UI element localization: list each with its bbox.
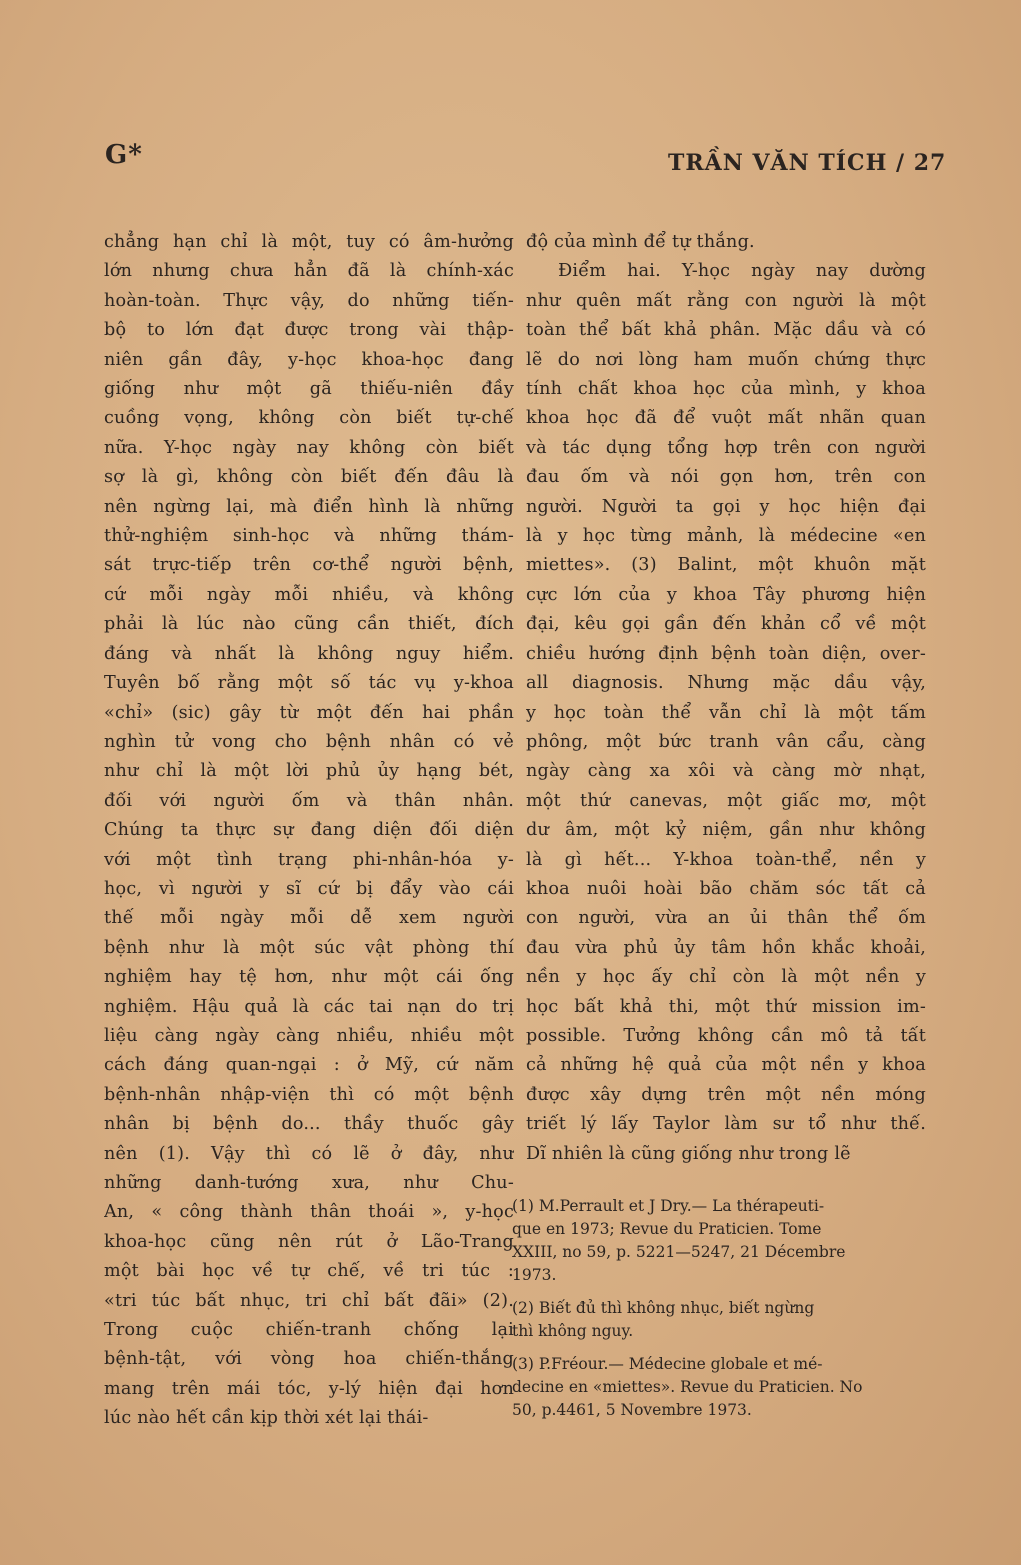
right-text-column [526,228,926,1169]
footnote-line: (2) Biết đủ thì không nhục, biết ngừng [512,1299,815,1317]
text-line: đau vừa phủ ủy tâm hồn khắc khoải, [526,937,926,958]
text-line: «chỉ» (sic) gây từ một đến hai phần [104,702,514,723]
text-line: nền y học ấy chỉ còn là một nền y [526,967,926,988]
text-line: một bài học về tự chế, về tri túc : [104,1261,514,1282]
text-line: con người, vừa an ủi thân thể ốm [526,908,926,929]
text-line: đáng và nhất là không nguy hiểm. [104,643,514,664]
text-line: như quên mất rằng con người là một [526,290,926,311]
text-line: giống như một gã thiếu-niên đầy [104,379,514,400]
text-line: dư âm, một kỷ niệm, gần như không [526,820,926,841]
footnotes [512,1195,912,1432]
text-line: thử-nghiệm sinh-học và những thám- [104,526,514,547]
text-line: chẳng hạn chỉ là một, tuy có âm-hưởng [104,232,514,252]
text-line: bệnh-nhân nhập-viện thì có một bệnh [104,1084,514,1105]
text-line: học, vì người y sĩ cứ bị đẩy vào cái [104,878,514,899]
text-line: Dĩ nhiên là cũng giống như trong lẽ [526,1143,851,1164]
footnote-line: XXIII, no 59, p. 5221—5247, 21 Décembre [512,1243,846,1261]
footnote-line: 1973. [512,1266,557,1284]
text-line: lẽ do nơi lòng ham muốn chứng thực [526,349,926,370]
running-header: TRẦN VĂN TÍCH / 27 [668,150,947,176]
text-line: nữa. Y-học ngày nay không còn biết [104,437,514,458]
text-line: nghiệm. Hậu quả là các tai nạn do trị [104,996,514,1017]
footnote-3 [512,1353,912,1422]
text-line: cả những hệ quả của một nền y khoa [526,1055,926,1076]
text-line: An, « công thành thân thoái », y-học [104,1202,514,1223]
text-line: một thứ canevas, một giấc mơ, một [526,790,926,811]
text-line: đối với người ốm và thân nhân. [104,790,514,811]
text-line: nhân bị bệnh do... thầy thuốc gây [104,1114,514,1135]
footnote-line: (3) P.Fréour.— Médecine globale et mé- [512,1355,823,1373]
text-line: all diagnosis. Nhưng mặc dầu vậy, [526,673,926,694]
text-line: bệnh như là một súc vật phòng thí [104,937,514,958]
text-line: Chúng ta thực sự đang diện đối diện [104,820,514,841]
text-line: khoa-học cũng nên rút ở Lão-Trang [104,1231,514,1252]
text-line: cách đáng quan-ngại : ở Mỹ, cứ năm [104,1055,514,1076]
text-line: với một tình trạng phi-nhân-hóa y- [104,849,514,870]
footnote-line: (1) M.Perrault et J Dry.— La thérapeuti- [512,1197,825,1215]
text-line: học bất khả thi, một thứ mission im- [526,996,926,1017]
footnote-2 [512,1297,912,1343]
footnote-line: que en 1973; Revue du Praticien. Tome [512,1220,822,1238]
text-line: sát trực-tiếp trên cơ-thể người bệnh, [104,555,514,576]
text-line: khoa nuôi hoài bão chăm sóc tất cả [526,878,926,899]
text-line: khoa học đã để vuột mất nhãn quan [526,408,926,429]
footnote-1 [512,1195,912,1287]
footnote-line: decine en «miettes». Revue du Praticien. No [512,1378,863,1396]
text-line: độ của mình để tự thắng. [526,232,755,252]
footnote-line: 50, p.4461, 5 Novembre 1973. [512,1401,752,1419]
text-line: người. Người ta gọi y học hiện đại [526,496,926,517]
text-line: cực lớn của y khoa Tây phương hiện [526,584,926,605]
text-line: là y học từng mảnh, là médecine «en [526,526,926,547]
signature-mark: G* [105,140,143,170]
text-line: chiều hướng định bệnh toàn diện, over- [526,643,926,664]
text-line: lớn nhưng chưa hẳn đã là chính-xác [104,261,514,282]
text-line: mang trên mái tóc, y-lý hiện đại hơn [104,1378,514,1399]
text-line: cuồng vọng, không còn biết tự-chế [104,408,514,429]
text-line: nghiệm hay tệ hơn, như một cái ống [104,967,514,988]
text-line: những danh-tướng xưa, như Chu- [104,1173,514,1193]
text-line: nghìn tử vong cho bệnh nhân có vẻ [104,731,514,752]
text-line: và tác dụng tổng hợp trên con người [526,437,926,458]
text-line: nên ngừng lại, mà điển hình là những [104,496,514,517]
text-line: ngày càng xa xôi và càng mờ nhạt, [526,761,926,782]
text-line: thế mỗi ngày mỗi dễ xem người [104,908,514,929]
text-line: Tuyên bố rằng một số tác vụ y-khoa [104,673,514,694]
text-line: y học toàn thể vẫn chỉ là một tấm [526,702,926,723]
text-line: bệnh-tật, với vòng hoa chiến-thắng [104,1349,514,1370]
text-line: phải là lúc nào cũng cần thiết, đích [104,614,514,635]
text-line: tính chất khoa học của mình, y khoa [526,379,926,400]
text-line: possible. Tưởng không cần mô tả tất [526,1025,926,1046]
text-line: bộ to lớn đạt được trong vài thập- [104,320,514,341]
left-text-column [104,228,514,1434]
text-line: liệu càng ngày càng nhiều, nhiều một [104,1025,514,1046]
text-line: miettes». (3) Balint, một khuôn mặt [526,555,926,576]
text-line: cứ mỗi ngày mỗi nhiều, và không [104,584,514,605]
text-line: nên (1). Vậy thì có lẽ ở đây, như [104,1143,514,1164]
text-line: Điểm hai. Y-học ngày nay dường [558,261,926,282]
text-line: đau ốm và nói gọn hơn, trên con [526,467,926,488]
text-line: được xây dựng trên một nền móng [526,1084,926,1105]
text-line: phông, một bức tranh vân cẩu, càng [526,731,926,752]
text-line: hoàn-toàn. Thực vậy, do những tiến- [104,290,514,311]
text-line: là gì hết... Y-khoa toàn-thể, nền y [526,849,926,870]
text-line: đại, kêu gọi gần đến khản cổ về một [526,614,926,635]
text-line: Trong cuộc chiến-tranh chống lại [104,1320,514,1341]
text-line: toàn thể bất khả phân. Mặc dầu và có [526,320,926,341]
text-line: «tri túc bất nhục, tri chỉ bất đãi» (2). [104,1290,514,1311]
text-line: niên gần đây, y-học khoa-học đang [104,349,514,370]
footnote-line: thì không nguy. [512,1322,634,1340]
text-line: như chỉ là một lời phủ ủy hạng bét, [104,761,514,782]
text-line: lúc nào hết cần kịp thời xét lại thái- [104,1408,429,1429]
text-line: sợ là gì, không còn biết đến đâu là [104,467,514,488]
text-line: triết lý lấy Taylor làm sư tổ như thế. [526,1114,926,1135]
